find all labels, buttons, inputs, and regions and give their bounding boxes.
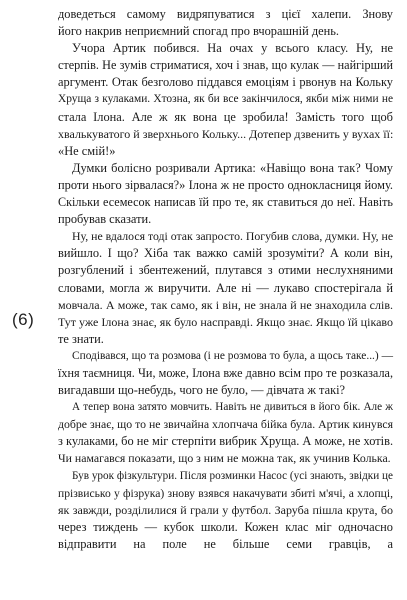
text-line: пробував сказати. [58,212,152,227]
paragraph [58,40,393,160]
text-line: доведеться самому видряпуватися з цієї халепи. Знову [58,7,393,21]
text-line: словами, могла ж виручити. Але ні — лукаво спостерігала й [58,280,393,295]
text-line: А тепер вона затято мовчить. Навіть не дивиться в його бік. Але ж [72,401,393,414]
text-line: те знати. [58,331,104,346]
text-line: прізвисько у фізрука) знову взявся накачувати збиті м'ячі, а хлопці, [58,486,393,500]
text-line: хвалькуватого й зверхнього Кольку... Дотепер дзвенить у вухах її: [58,126,394,141]
text-line: Сподівався, що та розмова (і не розмова то була, а щось таке...) — [72,349,393,362]
text-line: вийшло. І що? Хіба так важко самій зрозуміти? А коли він, [58,246,393,261]
text-line: вигадавши що-небудь, чого не було, — дівчата ж такі? [58,383,346,398]
text-line: як завжди, розділилися й грали у футбол. Заруба пішла крута, бо [58,502,393,517]
text-line: стала Ілона. Але ж як вона це зробила! Замість того щоб [58,109,393,124]
text-line: Чи намагався показати, що з ним не можна так, як учинив Колька. [58,451,391,466]
text-line: його накрив неприємний спогад про вчорашній день. [58,24,340,39]
text-line: Учора Артик побився. На очах у всього класу. Ну, не [72,41,393,56]
paragraph [58,6,393,40]
document-page [58,6,393,553]
text-line: Тут уже Ілона знає, як було насправді. Якщо знає. Якщо їй цікаво [58,314,393,329]
text-line: Скільки есемесок написав їй про те, як ставиться до неї. Навіть [58,195,393,210]
text-line: їхня таємниця. Чи, може, Ілона вже давно всім про те розказала, [58,365,393,380]
text-line: добре знає, що то не звичайна хлопчача бійка була. Артик кинувся [58,417,393,432]
text-line: стерпів. Не зумів стриматися, хоч і знав, що кулак — найгірший [58,58,393,73]
text-line: Думки болісно розривали Артика: «Навіщо вона так? Чому [72,160,393,175]
text-line: з кулаками, бо не міг стерпіти вибрик Хруща. А може, не хотів. [58,434,394,449]
paragraph [58,348,393,399]
text-line: Ну, не вдалося тоді отак запросто. Погубив слова, думки. Ну, не [72,229,394,244]
text-line: через тиждень — кубок школи. Кожен клас міг одночасно [58,519,393,534]
paragraph [58,399,393,467]
text-line: відправити на поле не більше семи гравців, а [58,536,393,551]
text-line: Був урок фізкультури. Після розминки Насос (усі знають, звідки це [72,469,393,482]
text-line: проти нього зірвалася?» Ілона ж не просто однокласниця йому. [58,177,393,192]
margin-note-number: (6) [12,310,35,329]
paragraph [58,468,393,553]
text-line: Хруща з кулаками. Хтозна, як би все закінчилося, якби між ними не [58,93,393,106]
text-line: аргумент. Отак безголово піддався емоціям і рвонув на Кольку [58,75,393,90]
paragraph [58,228,393,348]
text-line: розгублений і збентежений, плутався з отими неслухняними [58,263,393,278]
text-line: «Не смій!» [58,143,116,158]
paragraph [58,160,393,228]
text-line: мовчала. А може, так само, як і він, не знала й не знаходила слів. [58,297,393,312]
